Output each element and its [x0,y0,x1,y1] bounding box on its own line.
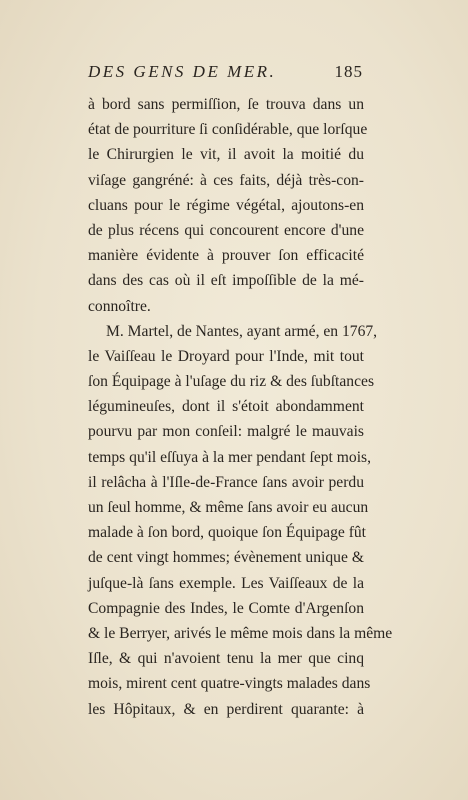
text-line: juſque-là ſans exemple. Les Vaiſſeaux de la [88,574,364,592]
text-line: les Hôpitaux, & en perdirent quarante: à [88,700,364,718]
text-line: mois, mirent cent quatre-vingts malades dans [88,675,371,693]
text-line: connoître. [88,297,151,315]
text-line: M. Martel, de Nantes, ayant armé, en 1767, [106,322,378,340]
text-line: il relâcha à l'Iſle-de-France ſans avoir perdu [88,473,364,491]
text-line: de cent vingt hommes; évènement unique & [88,549,364,567]
text-line: malade à ſon bord, quoique ſon Équipage fût [88,524,367,542]
text-line: viſage gangréné: à ces faits, déjà très-con- [88,171,364,189]
text-line: le Chirurgien le vit, il avoit la moitié du [88,146,364,164]
text-line: manière évidente à prouver ſon efficacité [88,247,364,265]
running-header [88,62,363,82]
text-line: cluans pour le régime végétal, ajoutons-en [88,196,364,214]
text-line: de plus récens qui concourent encore d'une [88,221,364,239]
running-title: DES GENS DE MER. [88,62,277,81]
body-text [88,92,393,722]
text-line: dans des cas où il eſt impoſſible de la mé- [88,272,364,290]
text-line: à bord sans permiſſion, ſe trouva dans un [88,96,364,113]
text-line: & le Berryer, arivés le même mois dans la même [88,624,393,642]
page-number: 185 [334,62,363,81]
text-line: état de pourriture ſi conſidérable, que lorſque [88,121,368,139]
text-line: Compagnie des Indes, le Comte d'Argenſon [88,599,364,617]
text-line: temps qu'il eſſuya à la mer pendant ſept mois, [88,448,371,466]
text-line: légumineuſes, dont il s'étoit abondamment [88,398,364,416]
text-line: le Vaiſſeau le Droyard pour l'Inde, mit tout [88,347,364,365]
text-line: Iſle, & qui n'avoient tenu la mer que cinq [88,650,364,668]
text-line: pourvu par mon conſeil: malgré le mauvais [88,423,364,441]
text-line: un ſeul homme, & même ſans avoir eu aucun [88,499,369,516]
text-line: ſon Équipage à l'uſage du riz & des ſubſtances [88,373,375,391]
